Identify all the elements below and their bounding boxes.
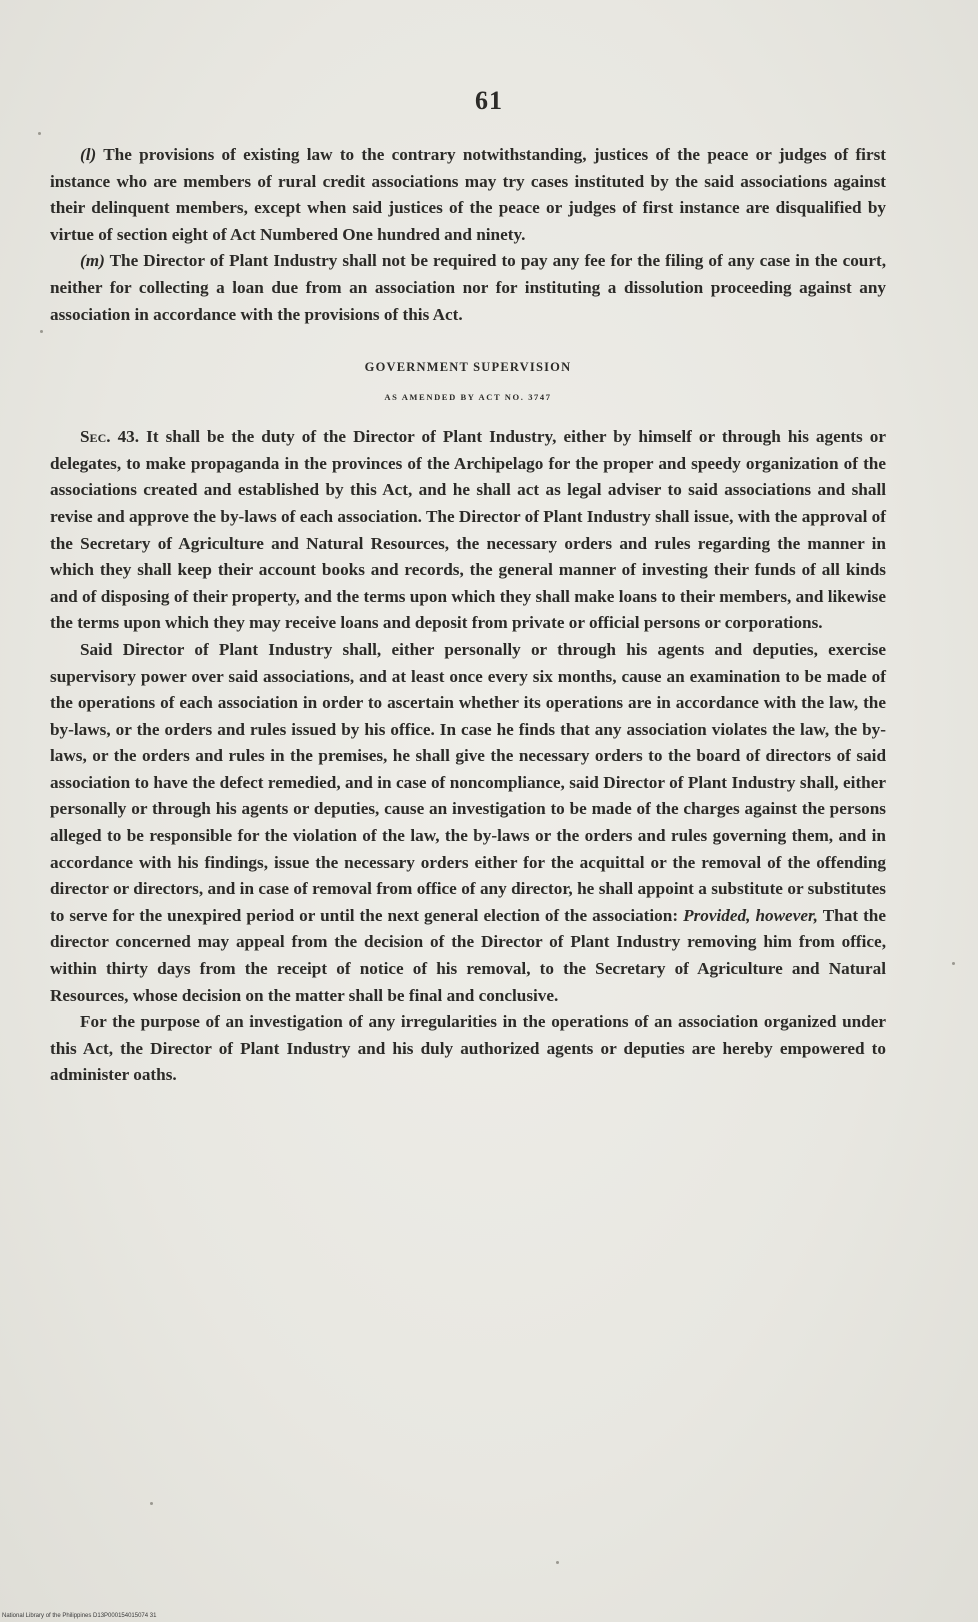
section-43-paragraph-2 — [50, 637, 886, 1009]
section-43-paragraph-1 — [50, 424, 886, 637]
proviso-italic: Provided, however, — [683, 905, 818, 925]
paper-speck — [40, 330, 43, 333]
document-body — [50, 142, 886, 1089]
paragraph-l — [50, 142, 886, 248]
section-label: Sec. 43. — [80, 427, 140, 447]
section-heading: GOVERNMENT SUPERVISION — [364, 360, 572, 375]
paragraph-text: Said Director of Plant Industry shall, either personally or through his agents and deputies, exercise supervisory power over said associations, and at least once every six months, cause an examination to be made of the operations of each association in order to ascertain whether its operations are in accordance with the law, the by-laws, or the orders and rules issued by his office. In case he finds that any association violates the law, the by-laws, or the orders and rules in the premises, he shall give the necessary orders to the board of directors of said association to have the defect remedied, and in case of noncompliance, said Director of Plant Industry shall, either personally or through his agents or deputies, cause an investigation to be made of the charges against the persons alleged to be responsible for the violation of the law, the by-laws or the orders and rules governing them, and in accordance with his findings, issue the necessary orders either for the acquittal or the removal of the offending director or directors, and in case of removal from office of any director, he shall appoint a substitute or substitutes to serve for the unexpired period or until the next general election of the association: — [50, 639, 886, 925]
paragraph-marker: (m) — [80, 251, 105, 271]
library-credit-footer: National Library of the Philippines D13P000154015074 31 — [2, 1613, 157, 1619]
paragraph-text: The provisions of existing law to the contrary notwithstanding, justices of the peace or judges of first instance who are members of rural credit associations may try cases instituted by the said associations against their delinquent members, except when said justices of the peace or judges of first instance are disqualified by virtue of section eight of Act Numbered One hundred and ninety. — [50, 145, 886, 244]
paragraph-m — [50, 248, 886, 328]
section-43-paragraph-3 — [50, 1009, 886, 1089]
paragraph-text: It shall be the duty of the Director of Plant Industry, either by himself or through his agents or delegates, to make propaganda in the provinces of the Archipelago for the proper and speedy organization of the associations created and established by this Act, and he shall act as legal adviser to said associations and shall revise and approve the by-laws of each association. The Director of Plant Industry shall issue, with the approval of the Secretary of Agriculture and Natural Resources, the necessary orders and rules regarding the manner in which they shall keep their account books and records, the general manner of investing their funds of all kinds and of disposing of their property, and the terms upon which they shall make loans to their members, and likewise the terms upon which they may receive loans and deposit from private or official persons or corporations. — [50, 427, 886, 633]
paragraph-text: That the director concerned may appeal from the decision of the Director of Plant Industry removing him from office, within thirty days from the receipt of notice of his removal, to the Secretary of Agriculture and Natural Resources, whose decision on the matter shall be final and conclusive. — [50, 905, 886, 1005]
section-subheading: AS AMENDED BY ACT NO. 3747 — [384, 392, 552, 403]
paragraph-text: For the purpose of an investigation of any irregularities in the operations of an association organized under this Act, the Director of Plant Industry and his duly authorized agents or deputies are hereby empowered to administer oaths. — [50, 1012, 886, 1085]
page-number: 61 — [475, 86, 503, 115]
paragraph-text: The Director of Plant Industry shall not be required to pay any fee for the filing of any case in the court, neither for collecting a loan due from an association nor for instituting a dissolution proceeding against any association in accordance with the provisions of this Act. — [50, 251, 886, 324]
paragraph-marker: (l) — [80, 145, 97, 164]
paper-speck — [38, 132, 41, 135]
paper-speck — [952, 962, 955, 965]
paper-speck — [556, 1561, 559, 1564]
paper-speck — [150, 1502, 153, 1505]
